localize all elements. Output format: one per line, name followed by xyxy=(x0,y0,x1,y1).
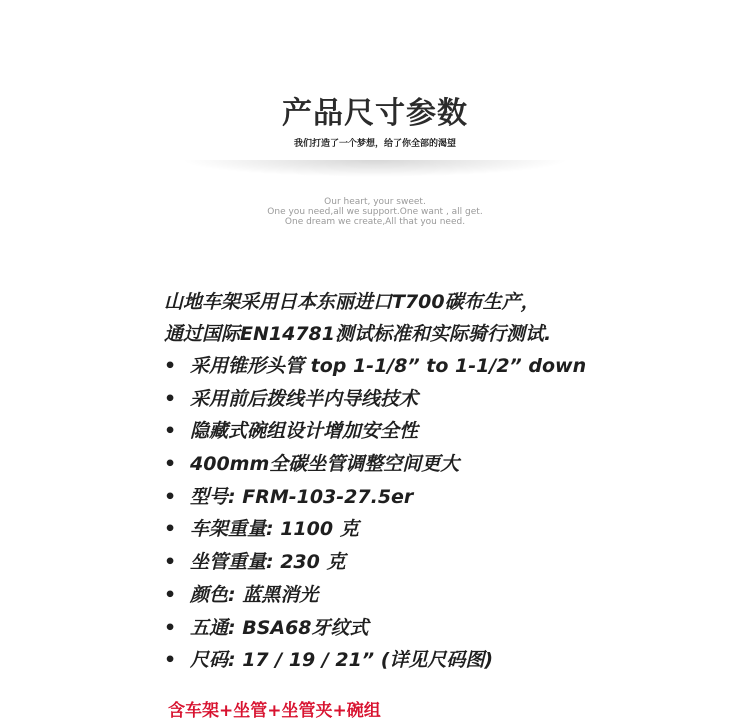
feature-item xyxy=(164,644,586,677)
bullet-icon: • xyxy=(164,485,177,508)
feature-item xyxy=(164,383,586,416)
feature-text: 颜色: 蓝黑消光 xyxy=(190,583,319,606)
feature-text: 坐管重量: 230 克 xyxy=(190,551,346,574)
bullet-icon: • xyxy=(164,387,177,410)
motto-line: Our heart, your sweet. xyxy=(324,197,426,207)
bullet-icon: • xyxy=(164,583,177,606)
feature-item xyxy=(164,579,586,612)
feature-item xyxy=(164,546,586,579)
bullet-icon: • xyxy=(164,616,177,639)
feature-item xyxy=(164,448,586,481)
intro-line: 山地车架采用日本东丽进口T700碳布生产， xyxy=(164,291,540,313)
bullet-icon: • xyxy=(164,355,177,377)
feature-text: 车架重量: 1100 克 xyxy=(190,518,359,541)
bullet-icon: • xyxy=(164,649,177,672)
feature-item xyxy=(164,513,586,546)
feature-item xyxy=(164,415,586,448)
feature-text: 五通: BSA68牙纹式 xyxy=(190,616,369,639)
feature-text: 尺码: 17 / 19 / 21” (详见尺码图) xyxy=(190,649,494,672)
feature-text: 隐藏式碗组设计增加安全性 xyxy=(190,420,419,443)
package-contents: 含车架+坐管+坐管夹+碗组 xyxy=(168,701,381,721)
page-subtitle: 我们打造了一个梦想，给了你全部的渴望 xyxy=(293,139,456,149)
bullet-icon: • xyxy=(164,420,177,443)
motto-block xyxy=(0,197,750,227)
header-divider-shadow xyxy=(100,160,650,190)
feature-list xyxy=(164,350,586,677)
feature-item xyxy=(164,350,586,383)
page-title: 产品尺寸参数 xyxy=(282,96,468,131)
feature-text: 采用前后拨线半内导线技术 xyxy=(190,387,419,410)
feature-text: 采用锥形头管 top 1-1/8” to 1-1/2” down xyxy=(190,355,587,377)
feature-text: 400mm全碳坐管调整空间更大 xyxy=(190,453,460,476)
bullet-icon: • xyxy=(164,551,177,574)
motto-line: One dream we create,All that you need. xyxy=(284,217,466,227)
feature-item xyxy=(164,481,586,514)
motto-line: One you need,all we support.One want , all get. xyxy=(267,207,483,217)
feature-item xyxy=(164,612,586,645)
intro-line: 通过国际EN14781测试标准和实际骑行测试. xyxy=(164,323,552,345)
intro-block xyxy=(164,288,551,352)
bullet-icon: • xyxy=(164,518,177,541)
feature-text: 型号: FRM-103-27.5er xyxy=(190,485,414,508)
bullet-icon: • xyxy=(164,453,177,476)
